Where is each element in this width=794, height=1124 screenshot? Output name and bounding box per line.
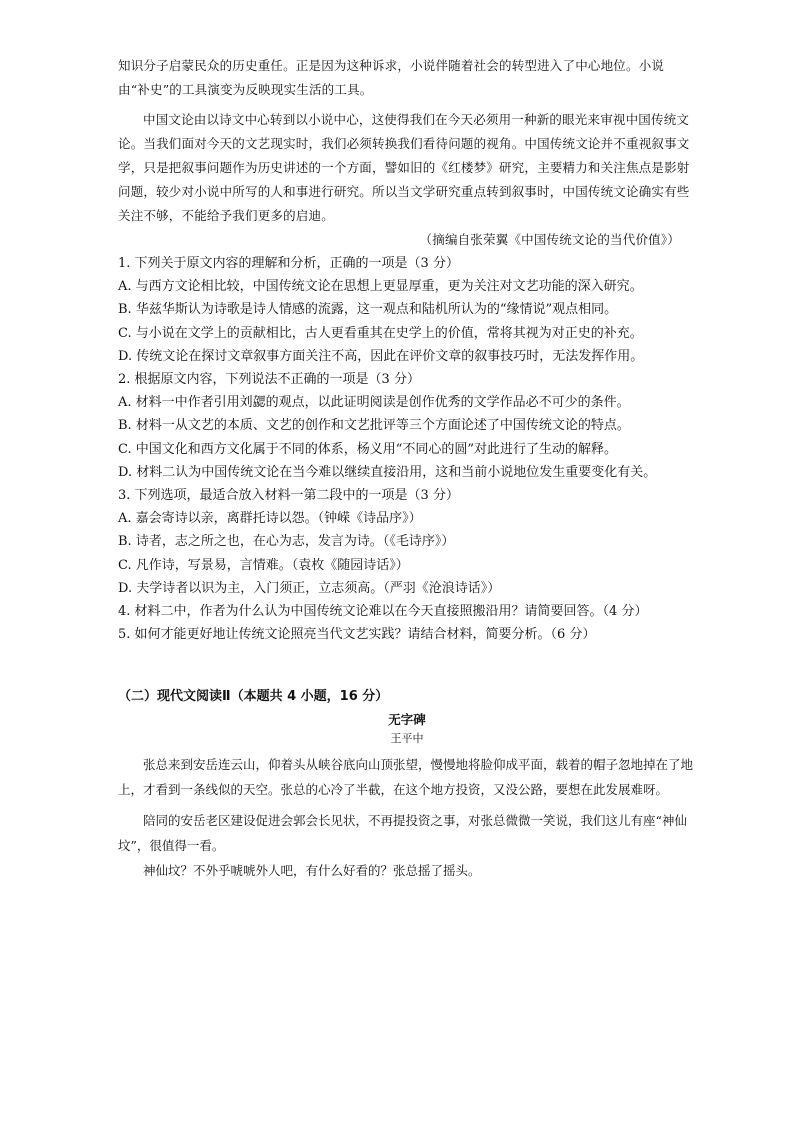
- story-body: [118, 752, 696, 883]
- question-stem: 1. 下列关于原文内容的理解和分析，正确的一项是（3 分）: [118, 256, 459, 271]
- question-option: B. 诗者，志之所之也，在心为志，发言为诗。（《毛诗序》）: [118, 534, 455, 550]
- question-stem: 2. 根据原文内容，下列说法不正确的一项是（3 分）: [118, 372, 420, 388]
- question-option: B. 材料一从文艺的本质、文艺的创作和文艺批评等三个方面论述了中国传统文论的特点。: [118, 418, 630, 434]
- question-stem: 3. 下列选项，最适合放入材料一第二段中的一项是（3 分）: [118, 488, 459, 504]
- story-paragraph: 陪同的安岳老区建设促进会郭会长见状，不再提投资之事，对张总微微一笑说，我们这儿有座“神仙坟”，很值得一看。: [118, 813, 687, 854]
- question-option: C. 凡作诗，写景易，言情难。（袁枚《随园诗话》）: [118, 557, 409, 573]
- question-option: D. 夫学诗者以识为主，入门须正，立志须高。（严羽《沧浪诗话》）: [118, 580, 501, 596]
- passage-source: （摘编自张荣翼《中国传统文论的当代价值》）: [419, 232, 680, 247]
- question-option: C. 中国文化和西方文化属于不同的体系，杨义用“不同心的圆”对此进行了生动的解释。: [118, 441, 618, 457]
- passage-paragraph-1: 知识分子启蒙民众的历史重任。正是因为这种诉求，小说伴随着社会的转型进入了中心地位。小说由“补史”的工具演变为反映现实生活的工具。: [118, 58, 665, 97]
- question-option: D. 传统文论在探讨文章叙事方面关注不高，因此在评价文章的叙事技巧时，无法发挥作用。: [118, 348, 644, 364]
- exam-page: [118, 54, 696, 883]
- question-option: A. 材料一中作者引用刘勰的观点，以此证明阅读是创作优秀的文学作品必不可少的条件。: [118, 395, 630, 411]
- question-option: A. 与西方文论相比较，中国传统文论在思想上更显厚重，更为关注对文艺功能的深入研究。: [118, 279, 643, 295]
- story-title: 无字碑: [388, 712, 426, 728]
- question-stem: 4. 材料二中，作者为什么认为中国传统文论难以在今天直接照搬沿用？请简要回答。（4 分）: [118, 604, 648, 620]
- question-option: C. 与小说在文学上的贡献相比，古人更看重其在史学上的价值，常将其视为对正史的补充。: [118, 325, 643, 341]
- question-stem: 5. 如何才能更好地让传统文论照亮当代文艺实践？请结合材料，简要分析。（6 分）: [118, 627, 596, 643]
- passage-paragraph-2: 中国文论由以诗文中心转到以小说中心，这使得我们在今天必须用一种新的眼光来审视中国传统文论。当我们面对今天的文艺现实时，我们必须转换我们看待问题的视角。中国传统文论并不重视叙事文学，只是把叙事问题作为历史讲述的一个方面，譬如旧的《红楼梦》研究，主要精力和关注焦点是影射问题，较少对小说中所写的人和事进行研究。所以当文学研究重点转到叙事时，中国传统文论确实有些关注不够，不能给予我们更多的启迪。: [118, 112, 690, 223]
- questions-list: [118, 252, 696, 646]
- section-heading: （二）现代文阅读Ⅱ（本题共 4 小题，16 分）: [118, 689, 389, 705]
- story-paragraph: 张总来到安岳连云山，仰着头从峡谷底向山顶张望，慢慢地将脸仰成平面，载着的帽子忽地掉在了地上，才看到一条线似的天空。张总的心冷了半截，在这个地方投资，又没公路，要想在此发展难呀。: [118, 757, 694, 798]
- question-option: A. 嘉会寄诗以亲，离群托诗以怨。（钟嵘《诗品序》）: [118, 511, 422, 527]
- story-paragraph: 神仙坟？不外乎唬唬外人吧，有什么好看的？张总摇了摇头。: [143, 863, 481, 879]
- story-author: 王平中: [390, 732, 424, 746]
- question-option: B. 华兹华斯认为诗歌是诗人情感的流露，这一观点和陆机所认为的“缘情说”观点相同。: [118, 302, 618, 318]
- question-option: D. 材料二认为中国传统文论在当今难以继续直接沿用，这和当前小说地位发生重要变化有关。: [118, 464, 657, 480]
